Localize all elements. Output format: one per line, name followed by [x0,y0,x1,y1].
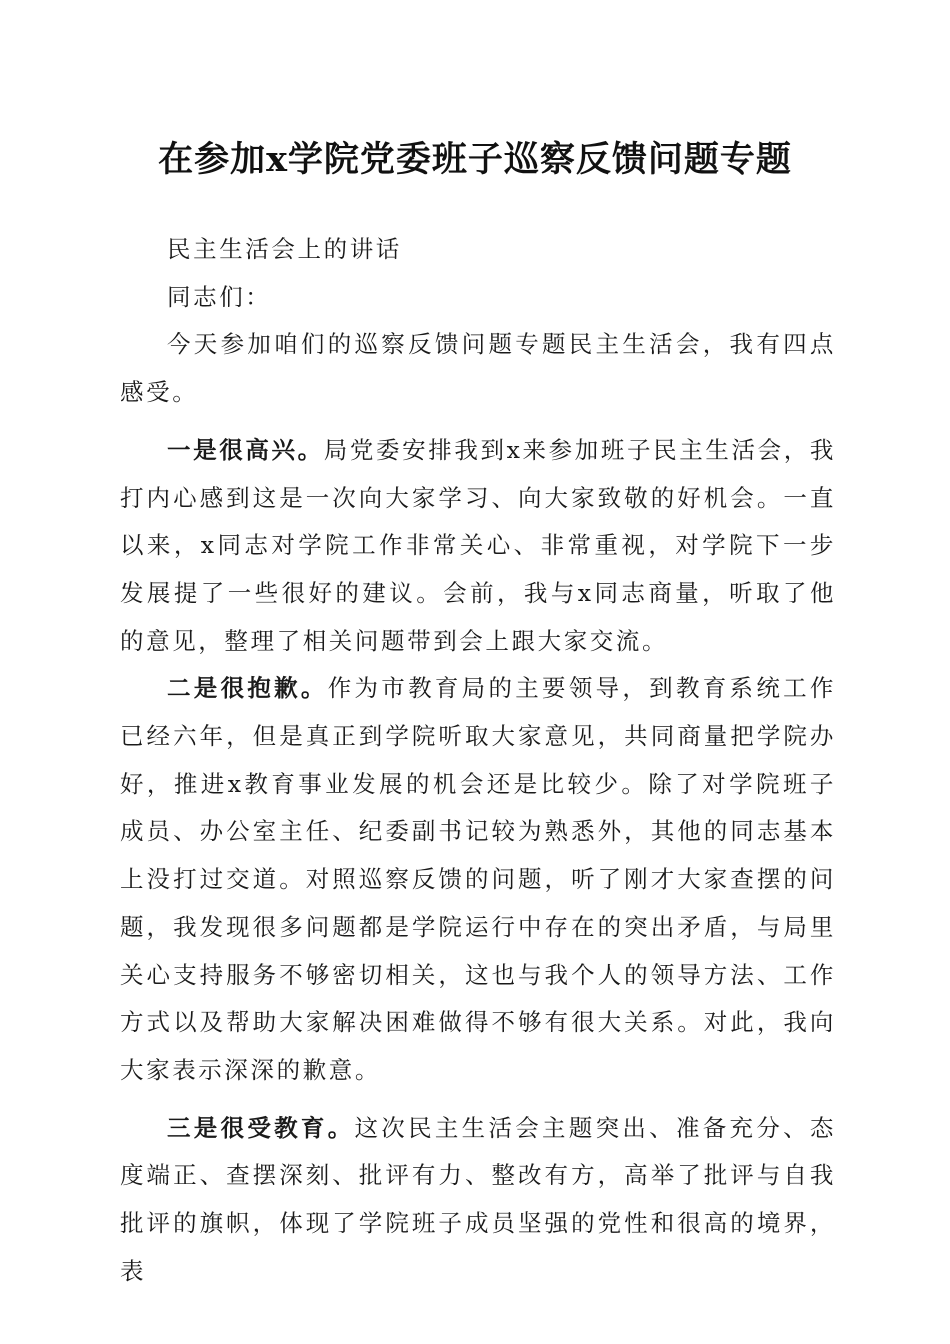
point-paragraph-3 [120,1105,836,1296]
document-title: 在参加x学院党委班子巡察反馈问题专题 [158,139,792,180]
document-body [120,226,836,1295]
point-paragraph-1 [120,427,836,666]
intro-paragraph: 今天参加咱们的巡察反馈问题专题民主生活会，我有四点感受。 [120,330,836,407]
point-lead: 一是很高兴。 [167,435,324,464]
point-paragraph-2 [120,665,836,1094]
point-text: 这次民主生活会主题突出、准备充分、态度端正、查摆深刻、批评有力、整改有方，高举了批评与自我批评的旗帜，体现了学院班子成员坚强的党性和很高的境界，表 [120,1113,836,1285]
point-text: 局党委安排我到x来参加班子民主生活会，我打内心感到这是一次向大家学习、向大家致敬的好机会。一直以来，x同志对学院工作非常关心、非常重视，对学院下一步发展提了一些很好的建议。会前，我与x同志商量，听取了他的意见，整理了相关问题带到会上跟大家交流。 [120,435,836,655]
point-lead: 三是很受教育。 [167,1113,355,1142]
subtitle-paragraph: 民主生活会上的讲话 [167,235,402,263]
salutation-paragraph: 同志们： [167,282,272,311]
point-text: 作为市教育局的主要领导，到教育系统工作已经六年，但是真正到学院听取大家意见，共同商量把学院办好，推进x教育事业发展的机会还是比较少。除了对学院班子成员、办公室主任、纪委副书记较为熟悉外，其他的同志基本上没打过交道。对照巡察反馈的问题，听了刚才大家查摆的问题，我发现很多问题都是学院运行中存在的突出矛盾，与局里关心支持服务不够密切相关，这也与我个人的领导方法、工作方式以及帮助大家解决困难做得不够有很大关系。对此，我向大家表示深深的歉意。 [120,674,836,1084]
point-lead: 二是很抱歉。 [167,674,328,703]
